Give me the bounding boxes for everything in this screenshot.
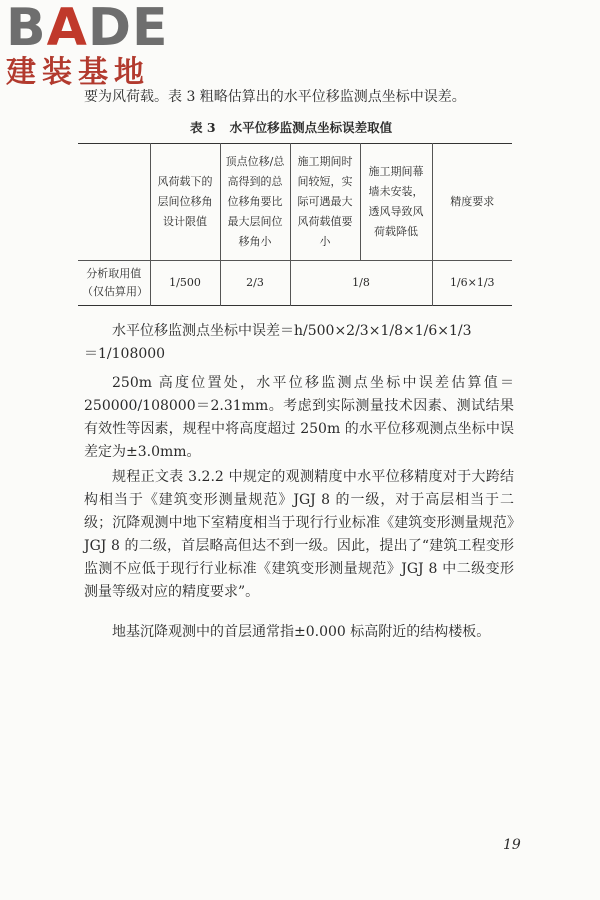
header-cell: 施工期间幕墙未安装，透风导致风荷载降低 bbox=[360, 144, 432, 261]
bade-logo bbox=[6, 2, 176, 94]
table-caption bbox=[190, 118, 392, 136]
table-cell: 1/8 bbox=[290, 261, 432, 306]
header-cell: 风荷载下的层间位移角设计限值 bbox=[150, 144, 220, 261]
paragraph-1: 250m 高度位置处，水平位移监测点坐标中误差估算值＝250000/108000＝2.31mm。考虑到实际测量技术因素、测试结果有效性等因素，规程中将高度超过 250m 的水平位移观测点坐标中误差定为±3.0mm。 bbox=[84, 375, 514, 460]
formula-line-1: 水平位移监测点坐标中误差＝h/500×2/3×1/8×1/6×1/3 bbox=[112, 323, 472, 339]
paragraph-2: 规程正文表 3.2.2 中规定的观测精度中水平位移精度对于大跨结构相当于《建筑变形测量规范》JGJ 8 的一级，对于高层相当于二级；沉降观测中地下室精度相当于现行行业标准《建筑变形测量规范》JGJ 8 的二级，首层略高但达不到一级。因此，提出了“建筑工程变形监测不应低于现行行业标准《建筑变形测量规范》JGJ 8 中二级变形测量等级对应的精度要求”。 bbox=[84, 469, 514, 600]
table-row bbox=[78, 261, 512, 306]
header-cell: 顶点位移/总高得到的总位移角要比最大层间位移角小 bbox=[220, 144, 290, 261]
header-cell: 精度要求 bbox=[432, 144, 512, 261]
table-number: 表 3 bbox=[190, 120, 216, 135]
table-header-row bbox=[78, 144, 512, 261]
logo-subtitle: 建装基地 bbox=[6, 55, 150, 90]
header-cell bbox=[78, 144, 150, 261]
table-title: 水平位移监测点坐标误差取值 bbox=[229, 120, 393, 135]
paragraph-3: 地基沉降观测中的首层通常指±0.000 标高附近的结构楼板。 bbox=[112, 624, 491, 640]
logo-wordmark: BADE bbox=[6, 0, 169, 58]
page-number: 19 bbox=[503, 837, 521, 853]
table-cell: 1/6×1/3 bbox=[432, 261, 512, 306]
table-cell: 2/3 bbox=[220, 261, 290, 306]
formula-line-2: ＝1/108000 bbox=[84, 346, 166, 362]
error-table bbox=[78, 143, 512, 306]
header-cell: 施工期间时间较短，实际可遇最大风荷载值要小 bbox=[290, 144, 360, 261]
row-label: 分析取用值（仅估算用） bbox=[78, 261, 150, 306]
intro-line: 要为风荷载。表 3 粗略估算出的水平位移监测点坐标中误差。 bbox=[84, 89, 466, 105]
table-cell: 1/500 bbox=[150, 261, 220, 306]
